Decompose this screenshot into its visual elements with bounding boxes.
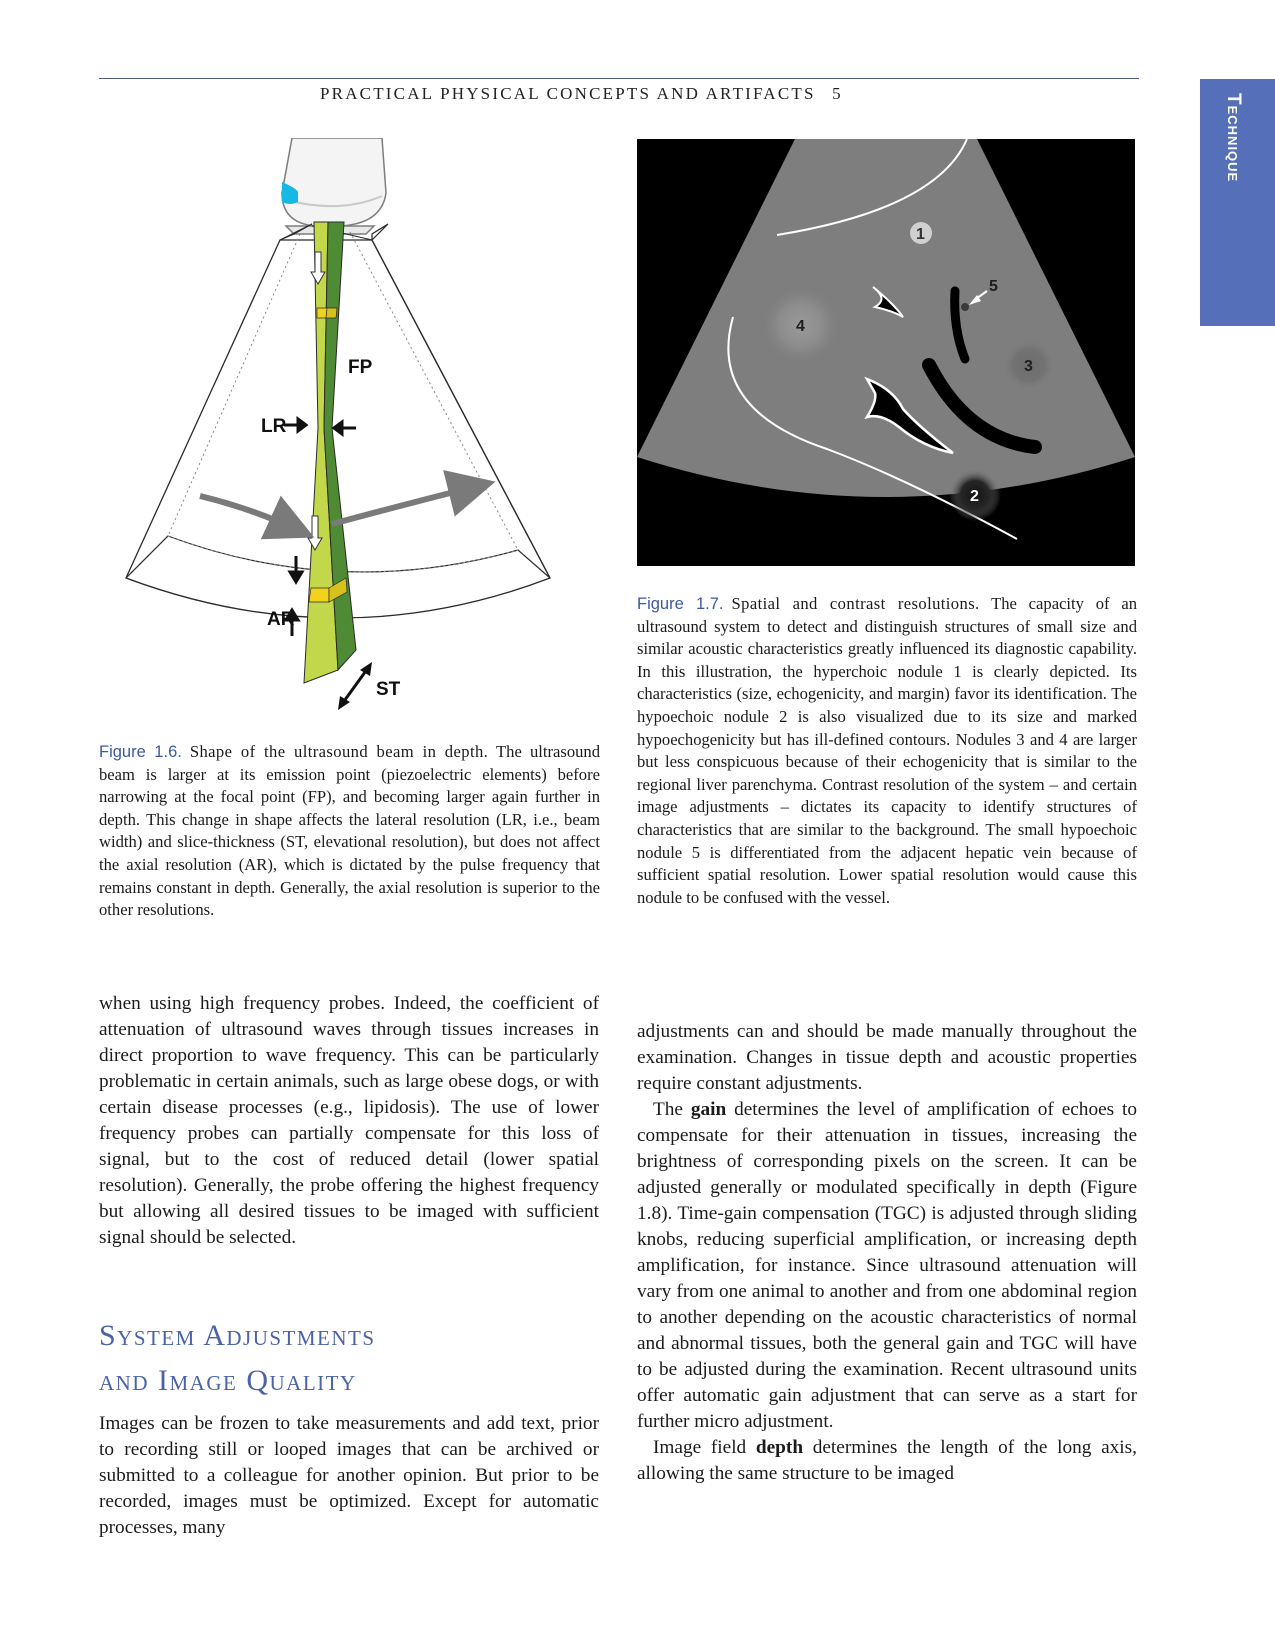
lr-label: LR [261, 416, 287, 437]
gain-text: determines the level of amplification of echoes to compensate for their attenuation in tissues, increasing the brightness of corresponding pixels on the screen. It can be adjusted generally or modulated specifically in depth (Figure 1.8). Time-gain compensation (TGC) is adjusted through sliding knobs, reducing superficial amplification, or increasing depth amplification, for instance. Since ultrasound attenuation will vary from one animal to another and from one abdominal region to another depending on the acoustic characteristics of normal and abnormal tissues, both the general gain and TGC will have to be adjusted during the examination. Recent ultrasound units offer automatic gain adjustment that can serve as a start for further micro adjustment. [637, 1099, 1137, 1432]
figure-1-7-label: Figure 1.7. [637, 595, 724, 613]
left-column-paragraph-1 [99, 991, 599, 1251]
depth-term: depth [755, 1437, 804, 1458]
depth-intro: Image field [653, 1437, 747, 1458]
left-column-paragraph-2 [99, 1411, 599, 1541]
gain-intro: The [653, 1099, 683, 1120]
figure-1-7-ultrasound-image [637, 139, 1135, 566]
fp-label: FP [348, 357, 373, 378]
ar-label: AR [267, 609, 295, 630]
nodule-label-2: 2 [970, 488, 979, 505]
gain-term: gain [690, 1099, 727, 1120]
nodule-label-3: 3 [1024, 358, 1033, 375]
nodule-label-5: 5 [989, 278, 998, 295]
side-tab-label: Technique [1223, 93, 1244, 183]
gain-paragraph [637, 1097, 1137, 1435]
figure-1-6-caption [99, 741, 600, 922]
figure-1-6-label: Figure 1.6. [99, 743, 182, 761]
page-number: 5 [832, 84, 843, 103]
section-heading [99, 1313, 499, 1403]
section-heading-line-1: System Adjustments [99, 1319, 376, 1352]
nodule-5 [961, 303, 969, 311]
slice-thickness-arrow-icon [342, 668, 368, 704]
section-heading-line-2: and Image Quality [99, 1364, 357, 1397]
figure-1-7-caption-text: The capacity of an ultrasound system to detect and distinguish structures of small size and similar acoustic characteristics greatly influenced its diagnostic capability. In this illustration, the hyperchoic nodule 1 is clearly depicted. Its characteristics (size, echogenicity, and margin) favor its identification. The hypoechoic nodule 2 is also visualized due to its size and marked hypoechogenicity but has ill-defined contours. Nodules 3 and 4 are larger but less conspicuous because of their echogenicity that is similar to the regional liver parenchyma. Contrast resolution of the system – and certain image adjustments – dictates its capacity to identify structures of characteristics that are similar to the background. The small hypoechoic nodule 5 is differentiated from the adjacent hepatic vein because of sufficient spatial resolution. Lower spatial resolution would cause this nodule to be confused with the vessel. [637, 594, 1137, 907]
section-side-tab [1200, 79, 1275, 326]
running-head [320, 84, 843, 104]
body-paragraph: when using high frequency probes. Indeed, the coefficient of attenuation of ultrasound waves through tissues increases in direct proportion to wave frequency. This can be particularly problematic in certain animals, such as large obese dogs, or with certain disease processes (e.g., lipidosis). The use of lower frequency probes can partially compensate for this loss of signal, but to the cost of reduced detail (lower spatial resolution). Generally, the probe offering the highest frequency but allowing all desired tissues to be imaged with sufficient signal should be selected. [99, 993, 599, 1248]
depth-text: determines the length of the long axis, allowing the same structure to be imaged [637, 1437, 1137, 1484]
figure-1-6-title: Shape of the ultrasound beam in depth. [189, 742, 489, 761]
body-paragraph: adjustments can and should be made manually throughout the examination. Changes in tissue depth and acoustic properties require constant adjustments. [637, 1021, 1137, 1094]
nodule-label-1: 1 [916, 226, 925, 243]
right-column-text [637, 1019, 1137, 1487]
probe-icon [282, 138, 386, 234]
figure-1-6-caption-text: The ultrasound beam is larger at its emission point (piezoelectric elements) before narrowing at the focal point (FP), and becoming larger again further in depth. This change in shape affects the lateral resolution (LR, i.e., beam width) and slice-thickness (ST, elevational resolution), but does not affect the axial resolution (AR), which is dictated by the pulse frequency that remains constant in depth. Generally, the axial resolution is superior to the other resolutions. [99, 742, 601, 920]
body-paragraph: Images can be frozen to take measurements and add text, prior to recording still or looped images that can be archived or submitted to a colleague for another opinion. But prior to be recorded, images must be optimized. Except for automatic processes, many [99, 1413, 599, 1538]
depth-paragraph [637, 1435, 1137, 1487]
figure-1-6-illustration [110, 138, 590, 718]
st-label: ST [376, 679, 401, 700]
header-rule [99, 78, 1139, 79]
nodule-label-4: 4 [796, 318, 805, 335]
running-head-title: PRACTICAL PHYSICAL CONCEPTS AND ARTIFACTS [320, 84, 816, 103]
figure-1-7-title: Spatial and contrast resolutions. [731, 594, 980, 613]
figure-1-7-caption [637, 593, 1137, 909]
